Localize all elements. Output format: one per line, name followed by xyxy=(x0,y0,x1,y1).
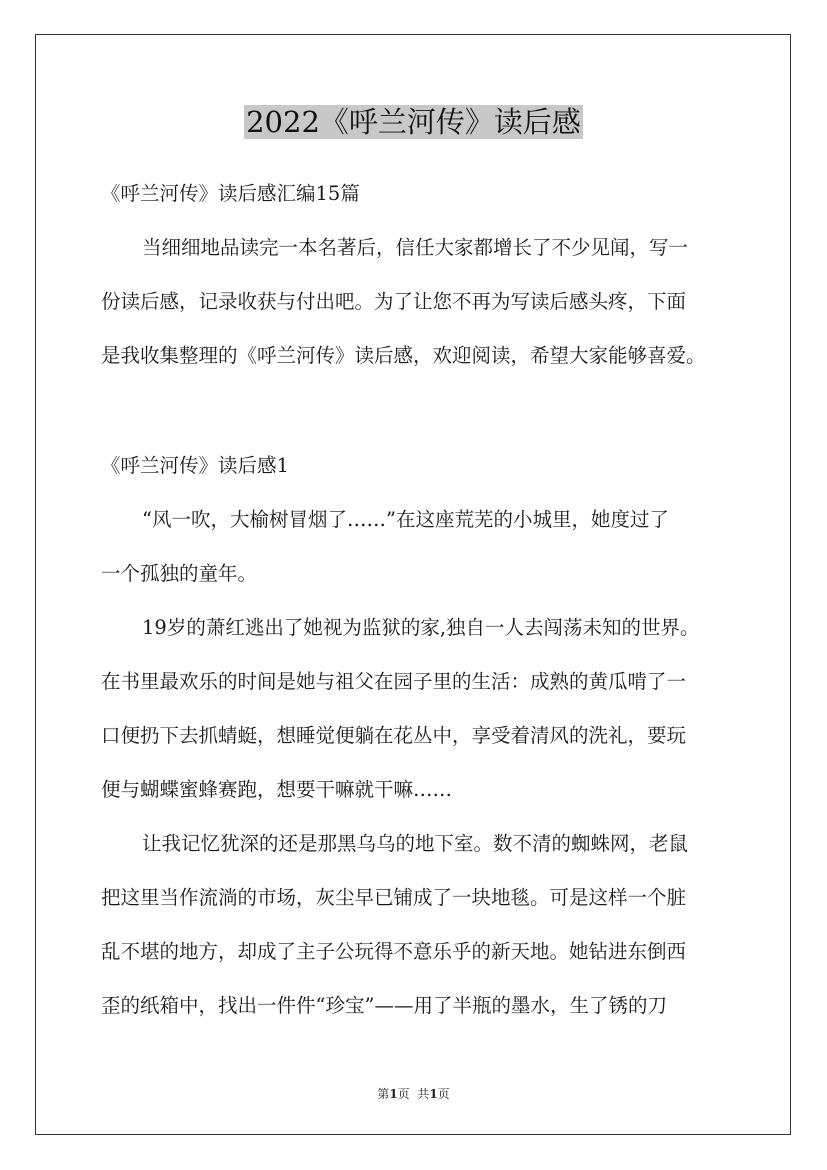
footer-page-total: 1 xyxy=(429,1087,438,1101)
body-line: 让我记忆犹深的还是那黑乌乌的地下室。数不清的蜘蛛网，老鼠 xyxy=(142,832,689,855)
intro-line: 是我收集整理的《呼兰河传》读后感，欢迎阅读，希望大家能够喜爱。 xyxy=(101,344,706,367)
body-line: 便与蝴蝶蜜蜂赛跑，想要干嘛就干嘛…… xyxy=(101,778,453,801)
body-line: 乱不堪的地方，却成了主子公玩得不意乐乎的新天地。她钻进东倒西 xyxy=(101,940,687,963)
body-line: 一个孤独的童年。 xyxy=(101,562,258,585)
intro-line: 份读后感，记录收获与付出吧。为了让您不再为写读后感头疼，下面 xyxy=(101,290,687,313)
body-line: “风一吹，大榆树冒烟了……”在这座荒芜的小城里，她度过了 xyxy=(142,508,669,531)
body-line: 歪的纸箱中，找出一件件“珍宝”——用了半瓶的墨水，生了锈的刀 xyxy=(101,994,667,1017)
footer-page-mid: 页 共 xyxy=(397,1087,430,1101)
footer-page-number: 1 xyxy=(389,1087,398,1101)
document-title xyxy=(0,100,827,144)
footer-page-prefix: 第 xyxy=(377,1087,390,1101)
document-subtitle: 《呼兰河传》读后感汇编15篇 xyxy=(101,182,360,205)
body-line: 把这里当作流淌的市场，灰尘早已铺成了一块地毯。可是这样一个脏 xyxy=(101,886,687,909)
intro-line: 当细细地品读完一本名著后，信任大家都增长了不少见闻，写一 xyxy=(142,236,689,259)
page-footer xyxy=(0,1085,827,1102)
body-line: 在书里最欢乐的时间是她与祖父在园子里的生活：成熟的黄瓜啃了一 xyxy=(101,670,687,693)
footer-page-suffix: 页 xyxy=(437,1087,450,1101)
section-heading: 《呼兰河传》读后感1 xyxy=(101,454,289,477)
document-title-text: 2022《呼兰河传》读后感 xyxy=(246,105,581,139)
body-line: 19岁的萧红逃出了她视为监狱的家,独自一人去闯荡未知的世界。 xyxy=(142,616,700,639)
body-line: 口便扔下去抓蜻蜓，想睡觉便躺在花丛中，享受着清风的洗礼，要玩 xyxy=(101,724,687,747)
